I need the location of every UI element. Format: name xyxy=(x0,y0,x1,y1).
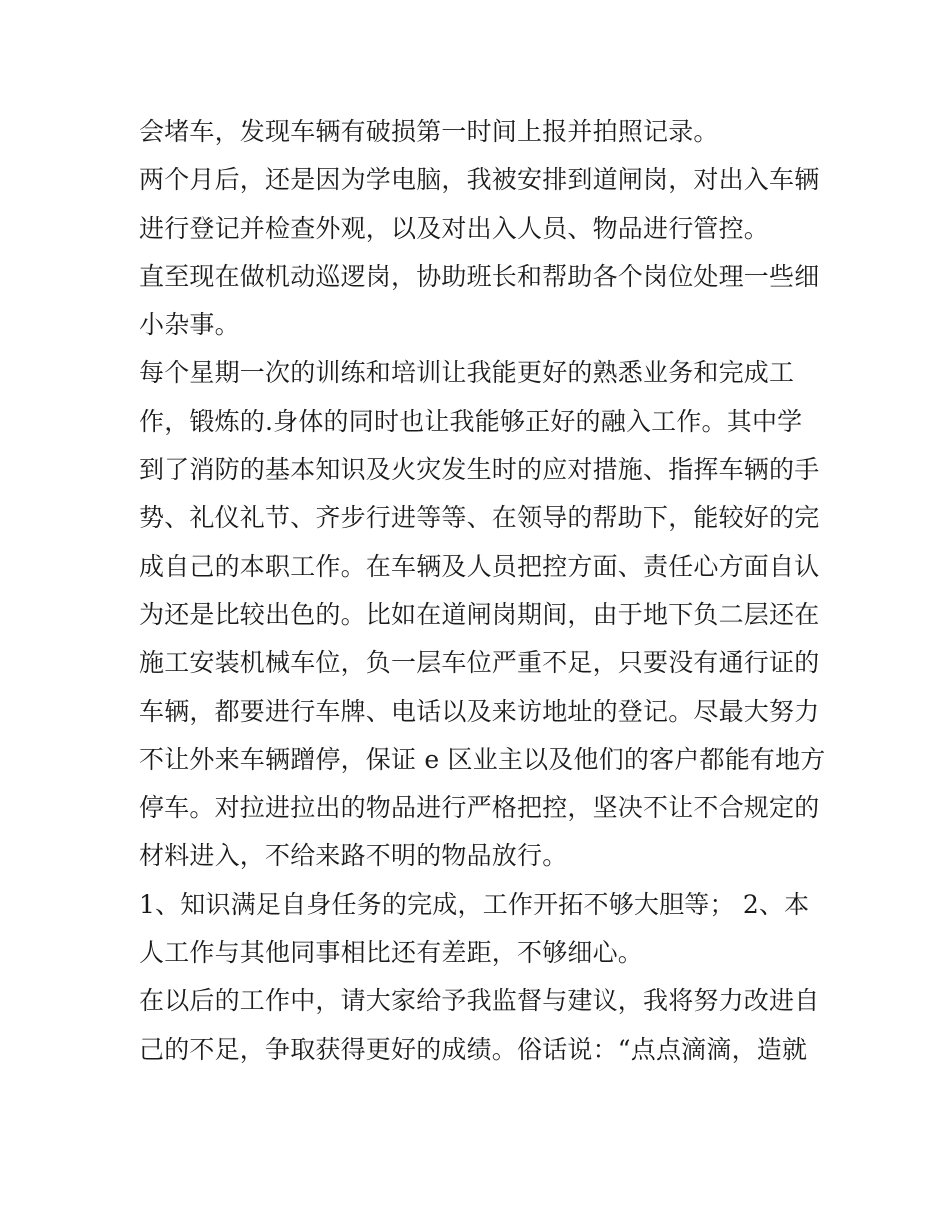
text-line: 到了消防的基本知识及火灾发生时的应对措施、指挥车辆的手 xyxy=(139,455,820,485)
text-line: 会堵车，发现车辆有破损第一时间上报并拍照记录。 xyxy=(139,117,719,146)
text-line: 直至现在做机动巡逻岗，协助班长和帮助各个岗位处理一些细 xyxy=(139,261,820,291)
text-line: 成自己的本职工作。在车辆及人员把控方面、责任心方面自认 xyxy=(139,551,820,581)
document-body xyxy=(139,108,826,1074)
text-line: 施工安装机械车位，负一层车位严重不足，只要没有通行证的 xyxy=(139,648,820,678)
text-line: 作，锻炼的.身体的同时也让我能够正好的融入工作。其中学 xyxy=(139,406,803,436)
text-line: 车辆，都要进行车牌、电话以及来访地址的登记。尽最大努力 xyxy=(139,696,820,726)
text-line: 进行登记并检查外观，以及对出入人员、物品进行管控。 xyxy=(139,213,770,243)
text-line: 小杂事。 xyxy=(139,310,240,340)
text-line: 不让外来车辆蹭停，保证 e 区业主以及他们的客户都能有地方 xyxy=(139,744,826,774)
text-line: 势、礼仪礼节、齐步行进等等、在领导的帮助下，能较好的完 xyxy=(139,503,820,533)
text-line: 人工作与其他同事相比还有差距，不够细心。 xyxy=(139,938,644,968)
text-line: 在以后的工作中，请大家给予我监督与建议，我将努力改进自 xyxy=(139,986,820,1016)
text-line: 两个月后，还是因为学电脑，我被安排到道闸岗，对出入车辆 xyxy=(139,165,820,195)
text-line: 己的不足，争取获得更好的成绩。俗话说：“点点滴滴，造就 xyxy=(139,1034,808,1064)
text-line: 1、知识满足自身任务的完成，工作开拓不够大胆等； 2、本 xyxy=(139,889,810,919)
text-line: 每个星期一次的训练和培训让我能更好的熟悉业务和完成工 xyxy=(139,358,795,388)
text-line: 为还是比较出色的。比如在道闸岗期间，由于地下负二层还在 xyxy=(139,599,820,629)
text-line: 材料进入，不给来路不明的物品放行。 xyxy=(139,841,568,871)
text-line: 停车。对拉进拉出的物品进行严格把控，坚决不让不合规定的 xyxy=(139,793,820,823)
